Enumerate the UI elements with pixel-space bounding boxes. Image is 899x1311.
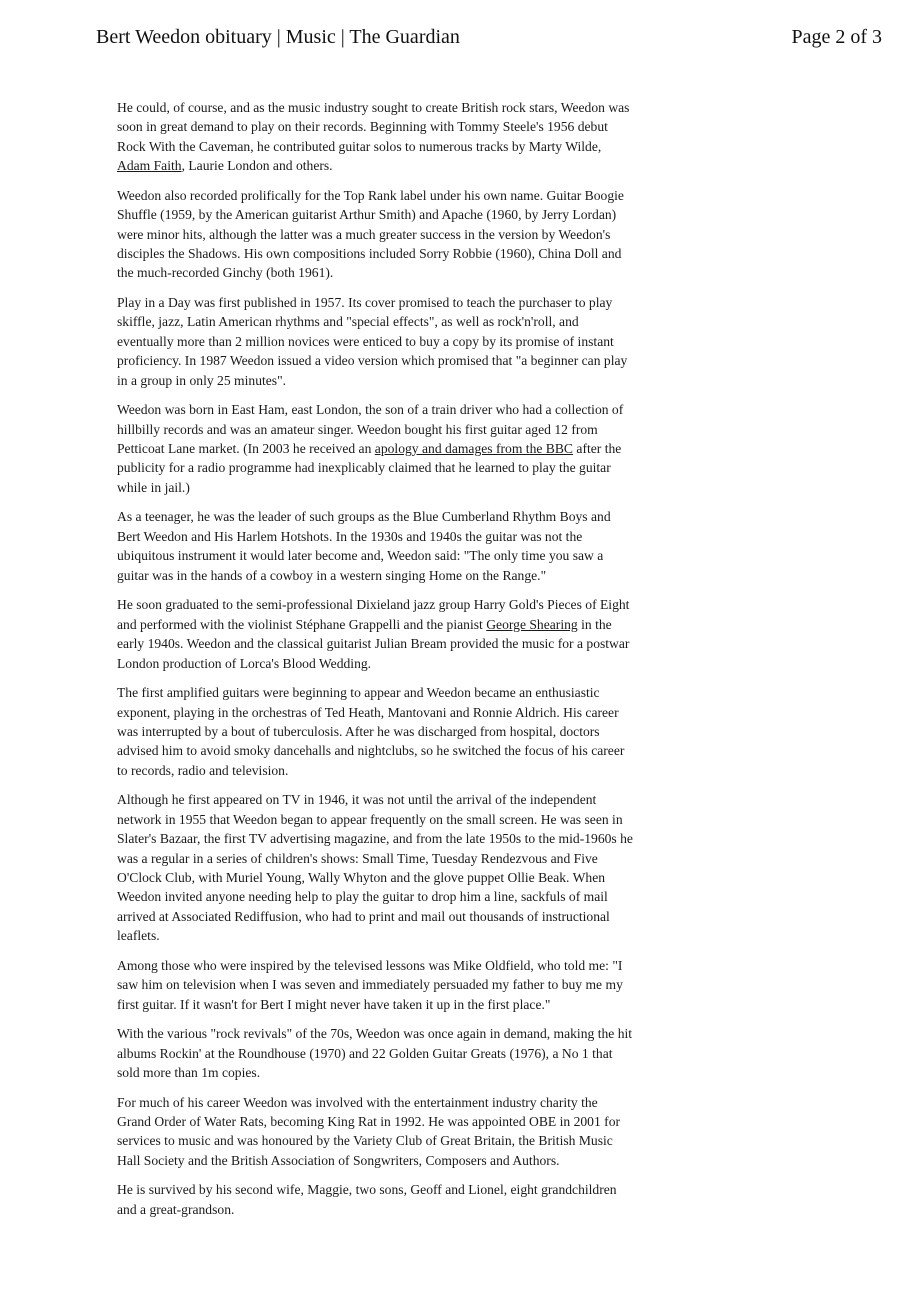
- paragraph: Among those who were inspired by the televised lessons was Mike Oldfield, who told me: "I saw him on television when I was seven and immediately persuaded my father to buy me my first guitar. If it wasn't for Bert I might never have taken it up in the first place.": [117, 957, 623, 1012]
- paragraph: He is survived by his second wife, Maggie, two sons, Geoff and Lionel, eight grandchildren and a great-grandson.: [117, 1182, 617, 1217]
- adam-faith-link[interactable]: Adam Faith: [117, 158, 182, 174]
- page-header: [96, 26, 882, 52]
- paragraph: With the various "rock revivals" of the 70s, Weedon was once again in demand, making the hit albums Rockin' at the Roundhouse (1970) and 22 Golden Guitar Greats (1976), a No 1 that sold more than 1m copies.: [117, 1026, 633, 1080]
- paragraph: Play in a Day was first published in 1957. Its cover promised to teach the purchaser to play skiffle, jazz, Latin American rhythms and "special effects", as well as rock'n'roll, and eventually more than 2 million novices were enticed to buy a copy by its promise of instant proficiency. In 1987 Weedon issued a video version which promised that "a beginner can play in a group in only 25 minutes".: [117, 295, 628, 388]
- george-shearing-link[interactable]: George Shearing: [486, 616, 578, 632]
- paragraph: For much of his career Weedon was involved with the entertainment industry charity the Grand Order of Water Rats, becoming King Rat in 1992. He was appointed OBE in 2001 for services to music and was honoured by the Variety Club of Great Britain, the British Music Hall Society and the British Association of Songwriters, Composers and Authors.: [117, 1094, 621, 1168]
- article-body: [117, 98, 633, 1229]
- paragraph: The first amplified guitars were beginning to appear and Weedon became an enthusiastic exponent, playing in the orchestras of Ted Heath, Mantovani and Ronnie Aldrich. His career was interrupted by a bout of tuberculosis. After he was discharged from hospital, doctors advised him to avoid smoky dancehalls and nightclubs, so he switched the focus of his career to records, radio and television.: [117, 685, 625, 778]
- page-title: Bert Weedon obituary | Music | The Guardian: [96, 26, 460, 48]
- paragraph: Although he first appeared on TV in 1946, it was not until the arrival of the independent network in 1955 that Weedon began to appear frequently on the small screen. He was seen in Slater's Bazaar, the first TV advertising magazine, and from the late 1950s to the mid-1960s he was a regular in a series of children's shows: Small Time, Tuesday Rendezvous and Five O'Clock Club, with Muriel Young, Wally Whyton and the glove puppet Ollie Beak. When Weedon invited anyone needing help to play the guitar to drop him a line, sackfuls of mail arrived at Associated Rediffusion, who had to print and mail out thousands of instructional leaflets.: [117, 792, 633, 944]
- paragraph: He could, of course, and as the music industry sought to create British rock stars, Weedon was soon in great demand to play on their records. Beginning with Tommy Steele's 1956 debut Rock With the Caveman, he contributed guitar solos to numerous tracks by Marty Wilde, Adam Faith, Laurie London and others.: [117, 100, 630, 174]
- bbc-apology-link[interactable]: apology and damages from the BBC: [374, 441, 574, 457]
- paragraph: As a teenager, he was the leader of such groups as the Blue Cumberland Rhythm Boys and Bert Weedon and His Harlem Hotshots. In the 1930s and 1940s the guitar was not the ubiquitous instrument it would later become and, Weedon said: "The only time you saw a guitar was in the hands of a cowboy in a western singing Home on the Range.": [117, 509, 611, 583]
- paragraph: He soon graduated to the semi-professional Dixieland jazz group Harry Gold's Pieces of Eight and performed with the violinist Stéphane Grappelli and the pianist George Shearing in the early 1940s. Weedon and the classical guitarist Julian Bream provided the music for a postwar London production of Lorca's Blood Wedding.: [117, 597, 630, 671]
- page-indicator: Page 2 of 3: [791, 26, 882, 48]
- paragraph: Weedon was born in East Ham, east London, the son of a train driver who had a collection of hillbilly records and was an amateur singer. Weedon bought his first guitar aged 12 from Petticoat Lane market. (In 2003 he received an apology and damages from the BBC after the publicity for a radio programme had inexplicably claimed that he learned to play the guitar while in jail.): [117, 402, 624, 495]
- paragraph: Weedon also recorded prolifically for the Top Rank label under his own name. Guitar Boogie Shuffle (1959, by the American guitarist Arthur Smith) and Apache (1960, by Jerry Lordan) were minor hits, although the latter was a much greater success in the version by Weedon's disciples the Shadows. His own compositions included Sorry Robbie (1960), China Doll and the much-recorded Ginchy (both 1961).: [117, 187, 624, 281]
